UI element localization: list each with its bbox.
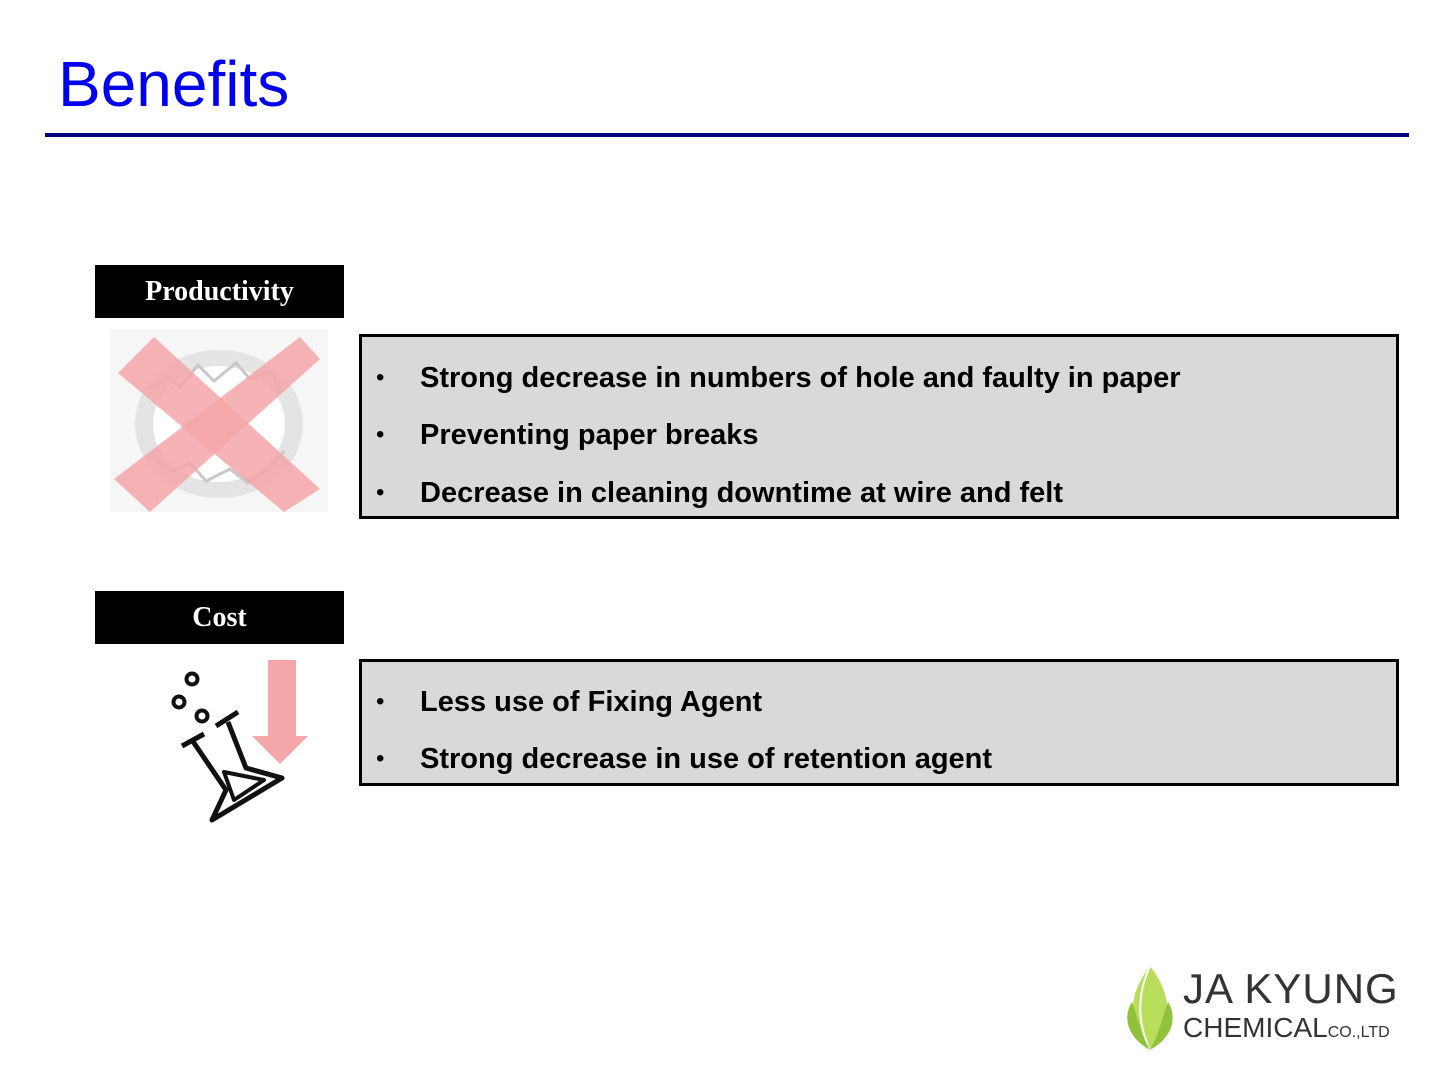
section-label-productivity: Productivity xyxy=(95,265,344,318)
section-label-cost: Cost xyxy=(95,591,344,644)
flask-down-arrow-icon xyxy=(160,660,320,830)
cost-bullet-box xyxy=(359,659,1399,786)
bullet-text: Strong decrease in use of retention agent xyxy=(420,743,993,775)
logo-sub-main: CHEMICAL xyxy=(1183,1012,1328,1043)
bullet-glyph: • xyxy=(376,364,385,391)
bullet-text: Strong decrease in numbers of hole and faulty in paper xyxy=(420,362,1181,394)
bullet-text: Decrease in cleaning downtime at wire and felt xyxy=(420,477,1064,509)
bullet-glyph: • xyxy=(376,745,385,772)
bullet-text: Less use of Fixing Agent xyxy=(420,686,763,718)
list-item xyxy=(362,739,1396,779)
bullet-glyph: • xyxy=(376,479,385,506)
torn-paper-cross-icon xyxy=(110,329,328,512)
bullet-glyph: • xyxy=(376,688,385,715)
list-item xyxy=(362,358,1396,398)
productivity-bullet-box xyxy=(359,334,1399,519)
logo-sub-suffix: CO.,LTD xyxy=(1327,1024,1390,1041)
logo-name: JA KYUNG xyxy=(1183,965,1399,1012)
list-item xyxy=(362,415,1396,455)
bullet-text: Preventing paper breaks xyxy=(420,419,759,451)
title-underline xyxy=(45,133,1409,137)
bullet-glyph: • xyxy=(376,421,385,448)
page-title: Benefits xyxy=(58,48,290,120)
logo-subtitle xyxy=(1183,1014,1390,1042)
list-item xyxy=(362,473,1396,513)
list-item xyxy=(362,682,1396,722)
